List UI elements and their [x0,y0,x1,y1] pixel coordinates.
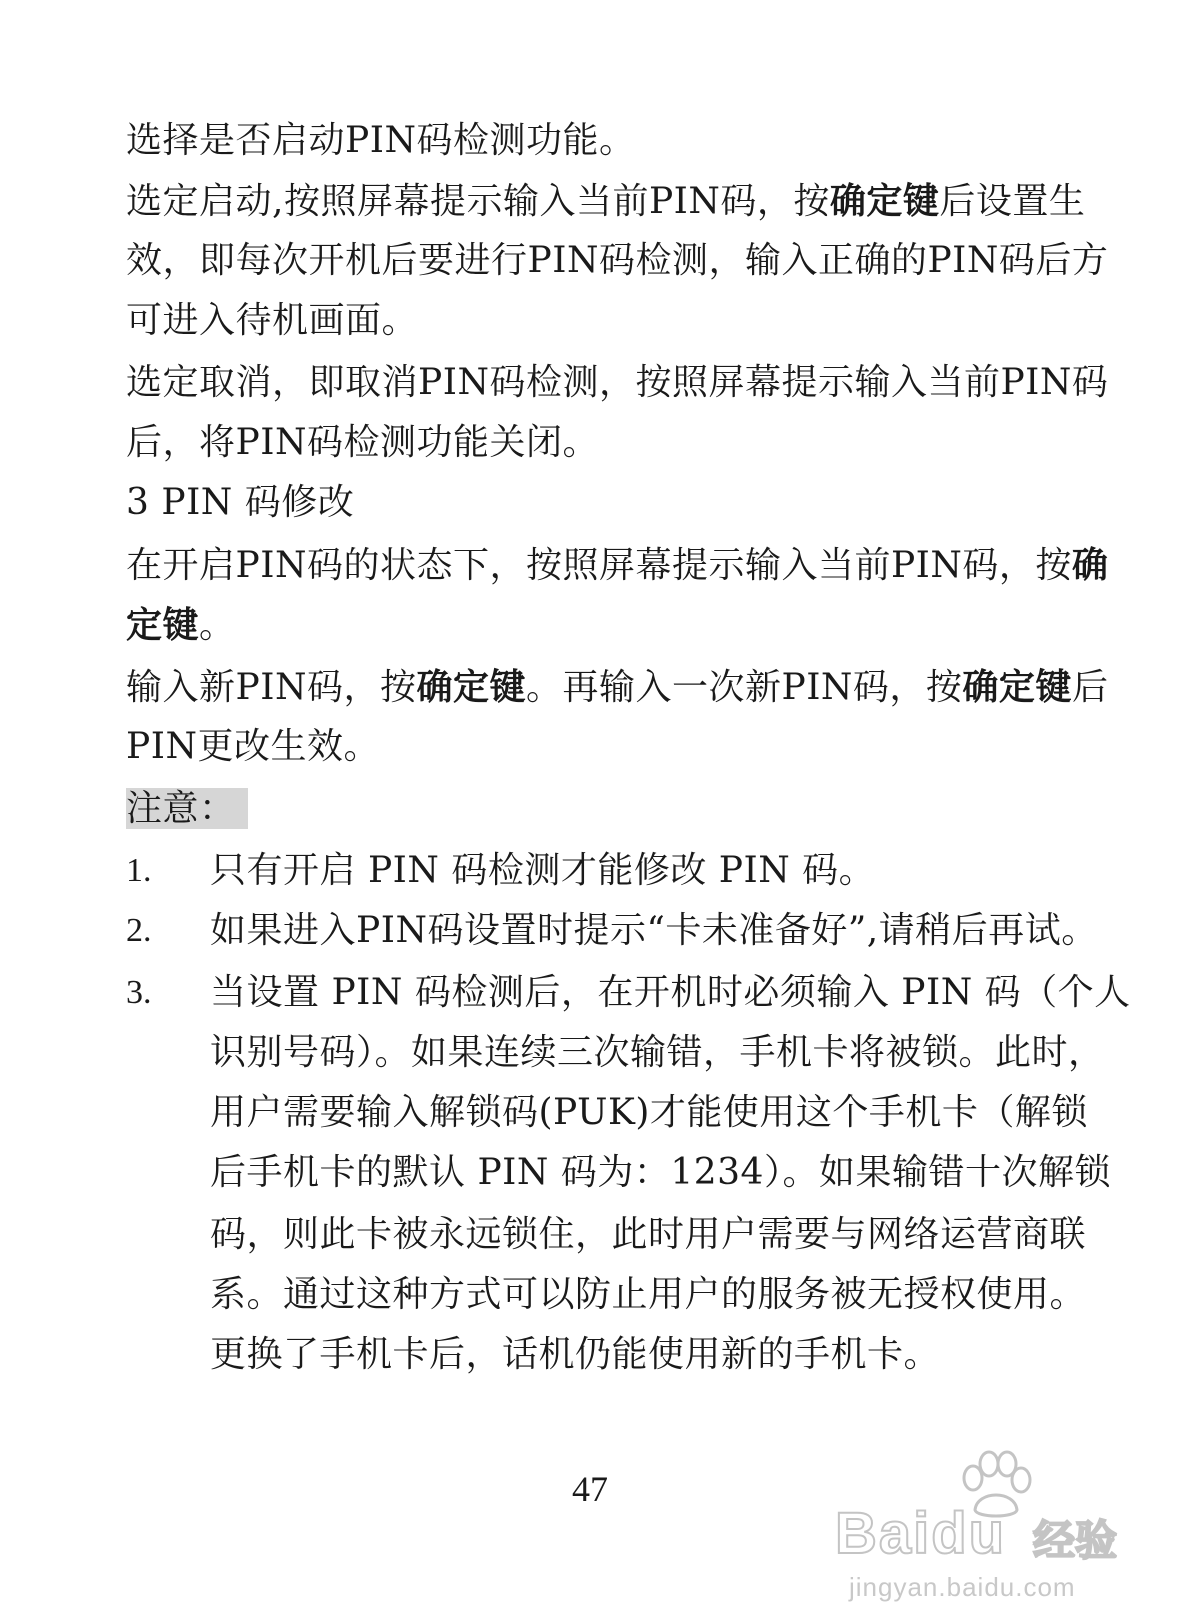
paragraph-line: 输入新PIN码，按确定键。再输入一次新PIN码，按确定键后 [126,666,1109,708]
paragraph-line: 定键。 [126,604,236,646]
list-item-line: 更换了手机卡后，话机仍能使用新的手机卡。 [210,1334,941,1375]
confirm-key-term: 确 [1071,544,1109,586]
list-item-line: 后手机卡的默认 PIN 码为：1234）。如果输错十次解锁 [210,1152,1111,1193]
note-label: 注意： [126,788,248,829]
list-number: 2. [126,912,152,949]
list-item: 只有开启 PIN 码检测才能修改 PIN 码。 [210,850,876,891]
paragraph-line: 效，即每次开机后要进行PIN码检测，输入正确的PIN码后方 [126,240,1109,281]
page-number: 47 [572,1469,608,1509]
confirm-key-term: 定键 [126,604,200,646]
list-item-line: 识别号码）。如果连续三次输错，手机卡将被锁。此时， [210,1032,1105,1073]
list-item-line: 用户需要输入解锁码(PUK)才能使用这个手机卡（解锁 [210,1092,1088,1133]
watermark-brand: Baidu [835,1501,1007,1566]
baidu-watermark [835,1450,1135,1600]
paragraph-line: 选定取消，即取消PIN码检测，按照屏幕提示输入当前PIN码 [126,362,1109,403]
paragraph-line: 选择是否启动PIN码检测功能。 [126,120,636,161]
list-item-line: 系。通过这种方式可以防止用户的服务被无授权使用。 [210,1274,1087,1315]
list-number: 3. [126,974,152,1011]
paragraph-line: 可进入待机画面。 [126,300,419,341]
paragraph-line: PIN更改生效。 [126,726,380,767]
list-number: 1. [126,852,152,889]
note-heading [126,786,248,832]
watermark-brand-suffix: 经验 [1033,1516,1118,1565]
section-heading: 3 PIN 码修改 [126,482,355,523]
confirm-key-term: 确定键 [416,666,526,708]
confirm-key-term: 确定键 [962,666,1072,708]
list-item: 如果进入PIN码设置时提示“卡未准备好”,请稍后再试。 [210,910,1098,951]
confirm-key-term: 确定键 [829,180,940,222]
paragraph-line: 选定启动,按照屏幕提示输入当前PIN码，按确定键后设置生 [126,180,1086,222]
watermark-url: jingyan.baidu.com [849,1572,1076,1602]
paragraph-line: 后，将PIN码检测功能关闭。 [126,422,599,463]
paragraph-line: 在开启PIN码的状态下，按照屏幕提示输入当前PIN码，按确 [126,544,1109,586]
list-item-line: 当设置 PIN 码检测后，在开机时必须输入 PIN 码（个人 [210,972,1131,1013]
list-item-line: 码，则此卡被永远锁住，此时用户需要与网络运营商联 [210,1214,1087,1255]
